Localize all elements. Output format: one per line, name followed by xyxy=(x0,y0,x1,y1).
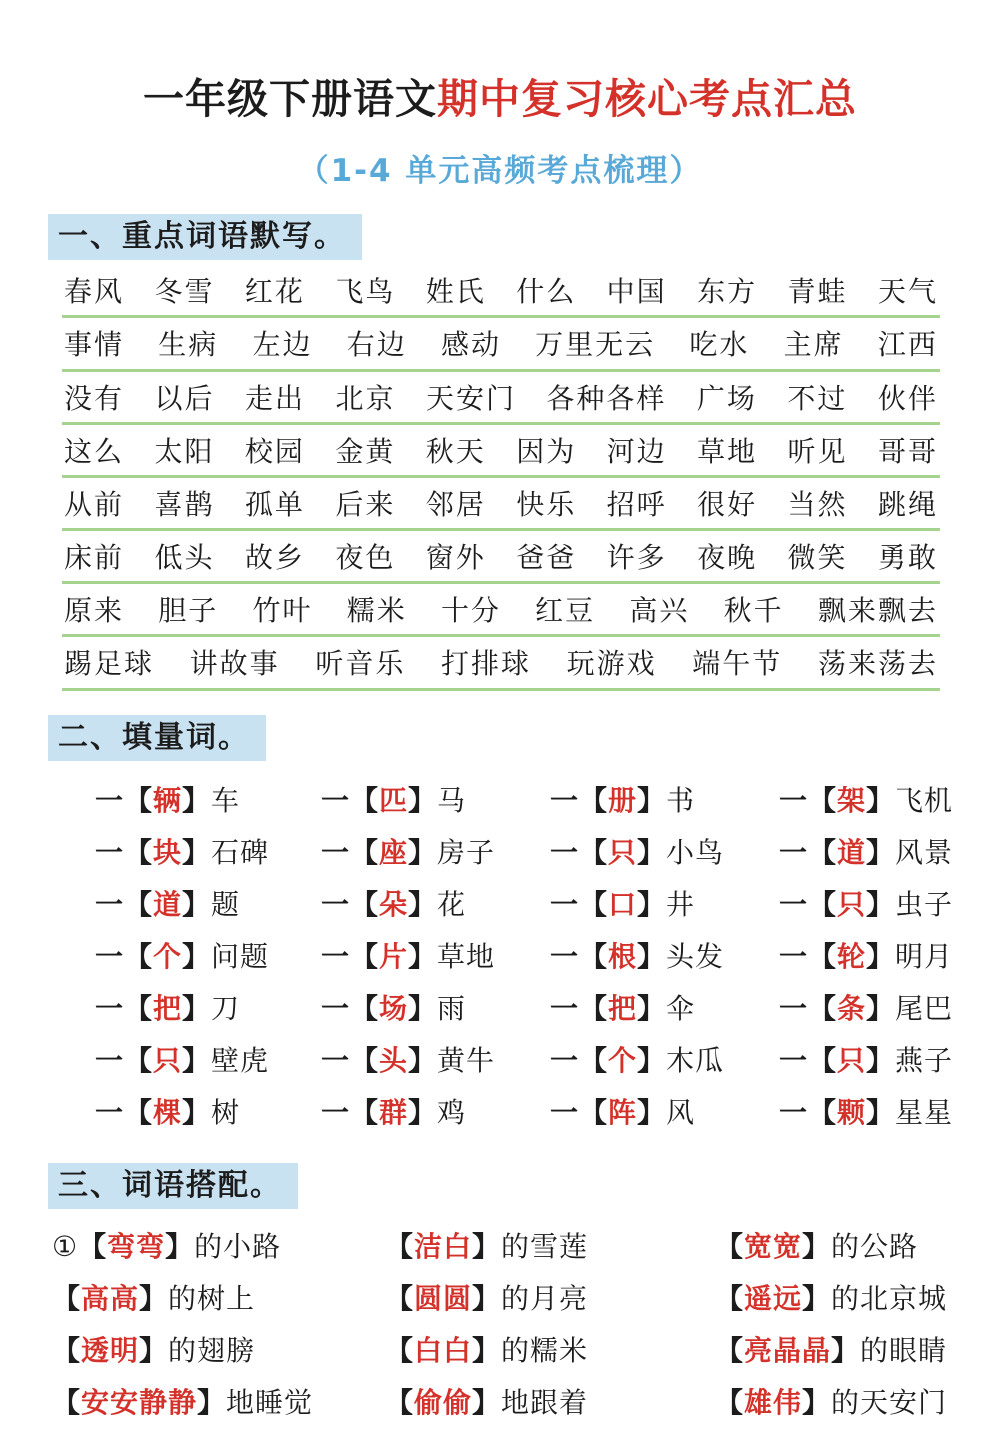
match-word: 遥远 xyxy=(744,1281,803,1315)
measure-prefix: 一【 xyxy=(321,1095,380,1129)
word: 中国 xyxy=(606,275,667,309)
measure-close: 】 xyxy=(182,835,212,869)
measure-noun: 风 xyxy=(666,1095,696,1129)
measure-item xyxy=(550,1095,779,1129)
match-close: 】 xyxy=(139,1281,169,1315)
measure-close: 】 xyxy=(866,1095,896,1129)
word: 走出 xyxy=(244,381,305,415)
match-rest: 的小路 xyxy=(194,1229,282,1263)
match-rest: 的天安门 xyxy=(831,1385,948,1419)
measure-word: 棵 xyxy=(153,1095,183,1129)
measure-item xyxy=(95,991,321,1025)
measure-item xyxy=(550,783,779,817)
measure-close: 】 xyxy=(637,783,667,817)
measure-prefix: 一【 xyxy=(95,887,154,921)
measure-prefix: 一【 xyxy=(779,1043,838,1077)
word: 打排球 xyxy=(440,647,531,681)
word: 端午节 xyxy=(692,647,783,681)
match-open: 【 xyxy=(78,1229,108,1263)
word: 踢足球 xyxy=(64,647,155,681)
match-open: 【 xyxy=(715,1333,745,1367)
section-measure-words xyxy=(0,691,1000,1139)
match-item xyxy=(385,1229,715,1263)
measure-noun: 星星 xyxy=(895,1095,954,1129)
measure-item xyxy=(779,783,960,817)
measure-item xyxy=(779,835,960,869)
measure-item xyxy=(321,835,550,869)
page-title-red-part: 期中复习核心考点汇总 xyxy=(437,75,857,123)
match-open: 【 xyxy=(385,1385,415,1419)
match-word: 雄伟 xyxy=(744,1385,803,1419)
measure-item xyxy=(550,1043,779,1077)
word: 伙伴 xyxy=(877,381,938,415)
word: 高兴 xyxy=(629,594,690,628)
measure-word: 块 xyxy=(153,835,183,869)
page-subtitle: （1-4 单元高频考点梳理） xyxy=(297,153,703,190)
match-word: 透明 xyxy=(81,1333,140,1367)
measure-item xyxy=(779,1043,960,1077)
measure-close: 】 xyxy=(637,991,667,1025)
measure-prefix: 一【 xyxy=(321,1043,380,1077)
match-close: 】 xyxy=(831,1333,861,1367)
measure-word: 只 xyxy=(837,1043,867,1077)
measure-word: 只 xyxy=(153,1043,183,1077)
match-rest: 的翅膀 xyxy=(168,1333,256,1367)
match-item xyxy=(52,1229,385,1263)
measure-close: 】 xyxy=(866,835,896,869)
measure-item xyxy=(321,783,550,817)
measure-prefix: 一【 xyxy=(95,939,154,973)
word: 不过 xyxy=(787,381,848,415)
match-grid xyxy=(52,1221,970,1429)
section-key-words xyxy=(0,190,1000,691)
match-open: 【 xyxy=(52,1281,82,1315)
measure-word: 颗 xyxy=(837,1095,867,1129)
match-open: 【 xyxy=(385,1229,415,1263)
measure-word: 匹 xyxy=(379,783,409,817)
word: 夜色 xyxy=(335,541,396,575)
measure-word: 辆 xyxy=(153,783,183,817)
match-rest: 的北京城 xyxy=(831,1281,948,1315)
measure-grid xyxy=(95,775,960,1139)
word-row xyxy=(62,383,940,425)
match-close: 】 xyxy=(472,1333,502,1367)
measure-noun: 书 xyxy=(666,783,696,817)
match-word: 白白 xyxy=(414,1333,473,1367)
measure-close: 】 xyxy=(182,991,212,1025)
match-word: 弯弯 xyxy=(107,1229,166,1263)
word: 右边 xyxy=(346,328,407,362)
measure-noun: 黄牛 xyxy=(437,1043,496,1077)
measure-noun: 马 xyxy=(437,783,467,817)
match-word: 安安静静 xyxy=(81,1385,198,1419)
match-open: 【 xyxy=(715,1281,745,1315)
word-rows xyxy=(62,276,940,691)
measure-item xyxy=(550,939,779,973)
word: 喜鹊 xyxy=(154,487,215,521)
measure-prefix: 一【 xyxy=(321,835,380,869)
measure-prefix: 一【 xyxy=(779,887,838,921)
measure-item xyxy=(95,939,321,973)
measure-item xyxy=(779,887,960,921)
measure-word: 座 xyxy=(379,835,409,869)
measure-prefix: 一【 xyxy=(550,991,609,1025)
measure-word: 场 xyxy=(379,991,409,1025)
word: 夜晚 xyxy=(697,541,758,575)
word: 低头 xyxy=(154,541,215,575)
match-close: 】 xyxy=(472,1281,502,1315)
match-item xyxy=(715,1385,970,1419)
word: 勇敢 xyxy=(877,541,938,575)
measure-close: 】 xyxy=(182,887,212,921)
word: 青蛙 xyxy=(787,275,848,309)
measure-close: 】 xyxy=(637,887,667,921)
match-close: 】 xyxy=(165,1229,195,1263)
measure-close: 】 xyxy=(182,783,212,817)
measure-prefix: 一【 xyxy=(779,991,838,1025)
match-word: 亮晶晶 xyxy=(744,1333,832,1367)
measure-noun: 草地 xyxy=(437,939,496,973)
measure-word: 册 xyxy=(608,783,638,817)
measure-close: 】 xyxy=(408,783,438,817)
word: 十分 xyxy=(440,594,501,628)
word: 事情 xyxy=(64,328,125,362)
word: 以后 xyxy=(154,381,215,415)
word: 飞鸟 xyxy=(335,275,396,309)
word: 春风 xyxy=(64,275,125,309)
measure-word: 片 xyxy=(379,939,409,973)
measure-prefix: 一【 xyxy=(95,1043,154,1077)
measure-prefix: 一【 xyxy=(321,939,380,973)
word: 草地 xyxy=(697,434,758,468)
measure-item xyxy=(95,783,321,817)
measure-item xyxy=(779,939,960,973)
match-item xyxy=(52,1281,385,1315)
measure-prefix: 一【 xyxy=(550,1043,609,1077)
measure-prefix: 一【 xyxy=(779,835,838,869)
word: 天气 xyxy=(877,275,938,309)
measure-close: 】 xyxy=(866,991,896,1025)
match-rest: 的公路 xyxy=(831,1229,919,1263)
measure-close: 】 xyxy=(408,1043,438,1077)
measure-prefix: 一【 xyxy=(321,783,380,817)
measure-noun: 车 xyxy=(211,783,241,817)
measure-close: 】 xyxy=(637,1095,667,1129)
match-item xyxy=(385,1333,715,1367)
measure-noun: 题 xyxy=(211,887,241,921)
measure-noun: 飞机 xyxy=(895,783,954,817)
measure-prefix: 一【 xyxy=(95,991,154,1025)
measure-close: 】 xyxy=(637,835,667,869)
measure-close: 】 xyxy=(182,1095,212,1129)
measure-close: 】 xyxy=(408,1095,438,1129)
word: 这么 xyxy=(64,434,125,468)
measure-noun: 尾巴 xyxy=(895,991,954,1025)
item-number: ① xyxy=(52,1229,79,1263)
match-rest: 的树上 xyxy=(168,1281,256,1315)
match-open: 【 xyxy=(715,1229,745,1263)
measure-noun: 刀 xyxy=(211,991,241,1025)
word: 秋千 xyxy=(723,594,784,628)
measure-noun: 树 xyxy=(211,1095,241,1129)
match-close: 】 xyxy=(139,1333,169,1367)
measure-item xyxy=(95,1095,321,1129)
word-row xyxy=(62,436,940,478)
word: 天安门 xyxy=(425,381,516,415)
match-word: 偷偷 xyxy=(414,1385,473,1419)
word: 跳绳 xyxy=(877,487,938,521)
match-item xyxy=(52,1385,385,1419)
word: 玩游戏 xyxy=(566,647,657,681)
word: 秋天 xyxy=(425,434,486,468)
measure-close: 】 xyxy=(408,939,438,973)
section-heading-collocations: 三、词语搭配。 xyxy=(48,1163,298,1209)
match-rest: 地睡觉 xyxy=(226,1385,314,1419)
measure-noun: 虫子 xyxy=(895,887,954,921)
measure-close: 】 xyxy=(408,835,438,869)
word: 河边 xyxy=(606,434,667,468)
measure-close: 】 xyxy=(182,939,212,973)
section-heading-measure-words: 二、填量词。 xyxy=(48,715,266,761)
measure-noun: 小鸟 xyxy=(666,835,725,869)
measure-item xyxy=(321,1043,550,1077)
match-item xyxy=(385,1385,715,1419)
match-close: 】 xyxy=(802,1385,832,1419)
measure-prefix: 一【 xyxy=(550,887,609,921)
measure-word: 阵 xyxy=(608,1095,638,1129)
word: 冬雪 xyxy=(154,275,215,309)
measure-item xyxy=(550,835,779,869)
word: 糯米 xyxy=(346,594,407,628)
match-open: 【 xyxy=(52,1333,82,1367)
word: 没有 xyxy=(64,381,125,415)
measure-close: 】 xyxy=(637,1043,667,1077)
measure-item xyxy=(779,1095,960,1129)
match-close: 】 xyxy=(472,1385,502,1419)
page-title-black-part: 一年级下册语文 xyxy=(143,75,437,123)
word-row xyxy=(62,648,940,690)
measure-item xyxy=(779,991,960,1025)
word: 主席 xyxy=(783,328,844,362)
measure-word: 把 xyxy=(153,991,183,1025)
measure-word: 个 xyxy=(608,1043,638,1077)
measure-word: 条 xyxy=(837,991,867,1025)
measure-item xyxy=(95,835,321,869)
match-item xyxy=(52,1333,385,1367)
word: 左边 xyxy=(252,328,313,362)
measure-noun: 问题 xyxy=(211,939,270,973)
measure-item xyxy=(550,887,779,921)
measure-item xyxy=(321,1095,550,1129)
word-row xyxy=(62,489,940,531)
measure-close: 】 xyxy=(866,1043,896,1077)
word: 因为 xyxy=(516,434,577,468)
measure-item xyxy=(321,887,550,921)
word: 江西 xyxy=(877,328,938,362)
word: 故乡 xyxy=(244,541,305,575)
match-rest: 的糯米 xyxy=(501,1333,589,1367)
word: 许多 xyxy=(606,541,667,575)
word: 太阳 xyxy=(154,434,215,468)
word: 各种各样 xyxy=(546,381,667,415)
measure-close: 】 xyxy=(866,939,896,973)
measure-noun: 井 xyxy=(666,887,696,921)
match-item xyxy=(715,1229,970,1263)
match-rest: 地跟着 xyxy=(501,1385,589,1419)
word: 听见 xyxy=(787,434,848,468)
match-item xyxy=(715,1281,970,1315)
match-word: 高高 xyxy=(81,1281,140,1315)
word: 后来 xyxy=(335,487,396,521)
word: 红豆 xyxy=(535,594,596,628)
match-word: 宽宽 xyxy=(744,1229,803,1263)
measure-prefix: 一【 xyxy=(779,939,838,973)
measure-noun: 鸡 xyxy=(437,1095,467,1129)
measure-noun: 伞 xyxy=(666,991,696,1025)
match-close: 】 xyxy=(802,1281,832,1315)
word: 竹叶 xyxy=(252,594,313,628)
word-row xyxy=(62,595,940,637)
measure-noun: 花 xyxy=(437,887,467,921)
word: 吃水 xyxy=(689,328,750,362)
measure-prefix: 一【 xyxy=(779,783,838,817)
measure-noun: 石碑 xyxy=(211,835,270,869)
measure-prefix: 一【 xyxy=(321,887,380,921)
measure-word: 朵 xyxy=(379,887,409,921)
measure-prefix: 一【 xyxy=(321,991,380,1025)
measure-word: 道 xyxy=(837,835,867,869)
measure-word: 根 xyxy=(608,939,638,973)
word-row xyxy=(62,329,940,371)
measure-noun: 木瓜 xyxy=(666,1043,725,1077)
word: 生病 xyxy=(158,328,219,362)
measure-prefix: 一【 xyxy=(550,783,609,817)
measure-noun: 房子 xyxy=(437,835,496,869)
measure-close: 】 xyxy=(866,783,896,817)
measure-close: 】 xyxy=(866,887,896,921)
word: 感动 xyxy=(440,328,501,362)
match-item xyxy=(715,1333,970,1367)
word: 北京 xyxy=(335,381,396,415)
word: 飘来飘去 xyxy=(817,594,938,628)
measure-prefix: 一【 xyxy=(550,835,609,869)
word: 东方 xyxy=(697,275,758,309)
word: 当然 xyxy=(787,487,848,521)
measure-noun: 风景 xyxy=(895,835,954,869)
word: 听音乐 xyxy=(315,647,406,681)
measure-item xyxy=(95,1043,321,1077)
measure-prefix: 一【 xyxy=(550,939,609,973)
measure-prefix: 一【 xyxy=(95,835,154,869)
measure-prefix: 一【 xyxy=(550,1095,609,1129)
word: 金黄 xyxy=(335,434,396,468)
word: 爸爸 xyxy=(516,541,577,575)
measure-item xyxy=(550,991,779,1025)
measure-word: 群 xyxy=(379,1095,409,1129)
measure-prefix: 一【 xyxy=(95,1095,154,1129)
measure-word: 只 xyxy=(837,887,867,921)
match-close: 】 xyxy=(472,1229,502,1263)
measure-word: 只 xyxy=(608,835,638,869)
word-row xyxy=(62,542,940,584)
match-rest: 的雪莲 xyxy=(501,1229,589,1263)
word: 荡来荡去 xyxy=(817,647,938,681)
word: 招呼 xyxy=(606,487,667,521)
match-rest: 的眼睛 xyxy=(860,1333,948,1367)
match-item xyxy=(385,1281,715,1315)
measure-item xyxy=(321,991,550,1025)
word: 讲故事 xyxy=(189,647,280,681)
match-open: 【 xyxy=(385,1333,415,1367)
measure-word: 轮 xyxy=(837,939,867,973)
measure-word: 头 xyxy=(379,1043,409,1077)
word: 很好 xyxy=(697,487,758,521)
word: 万里无云 xyxy=(535,328,656,362)
word: 从前 xyxy=(64,487,125,521)
measure-noun: 明月 xyxy=(895,939,954,973)
section-collocations xyxy=(0,1139,1000,1429)
match-rest: 的月亮 xyxy=(501,1281,589,1315)
measure-noun: 壁虎 xyxy=(211,1043,270,1077)
match-word: 圆圆 xyxy=(414,1281,473,1315)
measure-item xyxy=(95,887,321,921)
word: 床前 xyxy=(64,541,125,575)
word: 校园 xyxy=(244,434,305,468)
word: 姓氏 xyxy=(425,275,486,309)
word: 哥哥 xyxy=(877,434,938,468)
match-open: 【 xyxy=(715,1385,745,1419)
measure-prefix: 一【 xyxy=(779,1095,838,1129)
measure-close: 】 xyxy=(182,1043,212,1077)
word: 窗外 xyxy=(425,541,486,575)
measure-noun: 燕子 xyxy=(895,1043,954,1077)
word: 孤单 xyxy=(244,487,305,521)
measure-item xyxy=(321,939,550,973)
measure-word: 道 xyxy=(153,887,183,921)
match-word: 洁白 xyxy=(414,1229,473,1263)
word: 邻居 xyxy=(425,487,486,521)
word-row xyxy=(62,276,940,318)
measure-noun: 雨 xyxy=(437,991,467,1025)
word: 微笑 xyxy=(787,541,848,575)
word: 什么 xyxy=(516,275,577,309)
measure-close: 】 xyxy=(408,887,438,921)
measure-noun: 头发 xyxy=(666,939,725,973)
word: 广场 xyxy=(696,381,757,415)
match-close: 】 xyxy=(802,1229,832,1263)
page-title xyxy=(0,0,1000,123)
measure-close: 】 xyxy=(637,939,667,973)
measure-word: 把 xyxy=(608,991,638,1025)
word: 快乐 xyxy=(516,487,577,521)
word: 胆子 xyxy=(158,594,219,628)
measure-word: 个 xyxy=(153,939,183,973)
word: 原来 xyxy=(64,594,125,628)
match-open: 【 xyxy=(385,1281,415,1315)
measure-close: 】 xyxy=(408,991,438,1025)
section-heading-key-words: 一、重点词语默写。 xyxy=(48,214,362,260)
measure-word: 口 xyxy=(608,887,638,921)
measure-prefix: 一【 xyxy=(95,783,154,817)
word: 红花 xyxy=(244,275,305,309)
match-open: 【 xyxy=(52,1385,82,1419)
match-close: 】 xyxy=(197,1385,227,1419)
measure-word: 架 xyxy=(837,783,867,817)
